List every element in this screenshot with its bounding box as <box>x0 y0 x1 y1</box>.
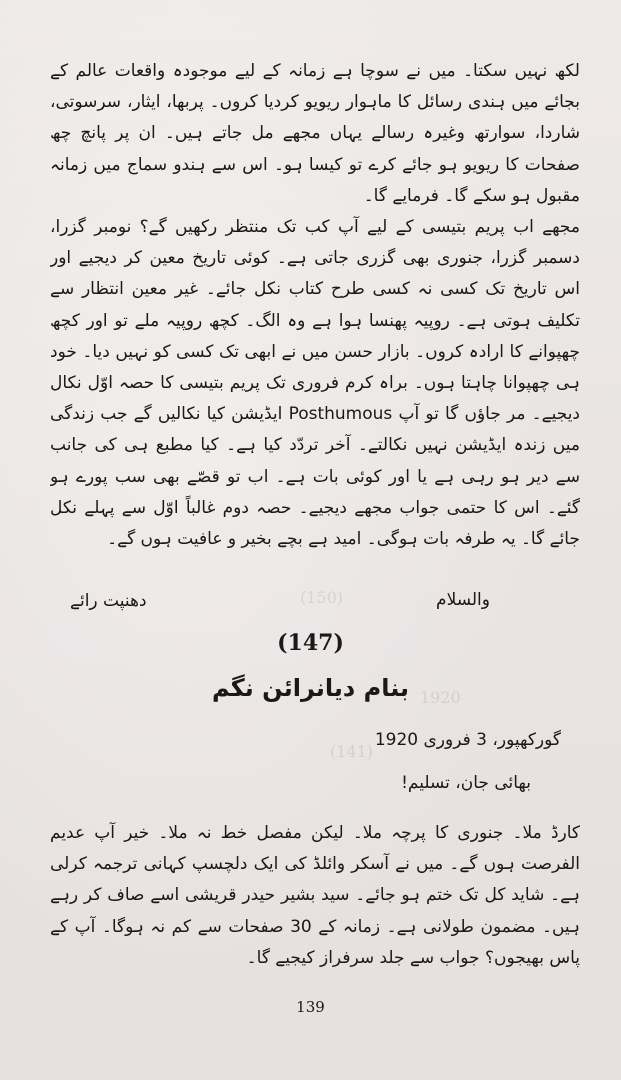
letter-greeting: بھائی جان، تسلیم! <box>401 773 531 793</box>
show-through-text: (141) <box>330 742 374 761</box>
signature: دھنپت رائے <box>70 591 147 611</box>
show-through-text: (150) <box>300 588 344 607</box>
show-through-text: 1920 <box>420 688 461 707</box>
letter-number: (147) <box>277 630 344 656</box>
letter-heading: بنام دیانرائن نگم <box>211 674 410 702</box>
letter-date-line: گورکھپور، 3 فروری 1920 <box>374 730 561 750</box>
signoff-row <box>70 590 490 618</box>
letter-paragraph-2: مجھے اب پریم بتیسی کے لیے آپ کب تک منتظر رکھیں گے؟ نومبر گزرا، دسمبر گزرا، جنوری بھی گزری جاتی ہے۔ کوئی تاریخ معین کر دیجیے اور اس تاریخ تک کسی نہ کسی طرح کتاب نکل جائے۔ غیر معین انتظار سے تکلیف ہوتی ہے۔ روپیہ پھنسا ہوا ہے وہ الگ۔ کچھ روپیہ ملے تو اور کچھ چھپوانے کا ارادہ کروں۔ بازار حسن میں نے ابھی تک کسی کو نہیں دیا۔ خود ہی چھپوانا چاہتا ہوں۔ براہ کرم فروری تک پریم بتیسی کا حصہ اوّل نکال دیجیے۔ مر جاؤں گا تو آپ Posthumous ایڈیشن کیا نکالیں گے جب زندگی میں زندہ ایڈیشن نہیں نکالتے۔ آخر تردّد کیا ہے۔ کیا مطبع ہی کی جانب سے دیر ہو رہی ہے یا اور کوئی بات ہے۔ اب تو قصّے بھی سب پورے ہو گئے۔ اس کا حتمی جواب مجھے دیجیے۔ حصہ دوم غالباً اوّل سے پہلے نکل جائے گا۔ یہ طرفہ بات ہوگی۔ امید ہے بچے بخیر و عافیت ہوں گے۔ <box>50 217 580 550</box>
closing-salutation: والسلام <box>436 590 490 610</box>
letter-paragraph-1: لکھ نہیں سکتا۔ میں نے سوچا ہے زمانہ کے لیے موجودہ واقعات عالم کے بجائے میں ہندی رسائل کا ماہوار ریویو کردیا کروں۔ پربھا، ایثار، سرسوتی، شاردا، سوارتھ وغیرہ رسالے یہاں مجھے مل جاتے ہیں۔ ان پر پانچ چھ صفحات کا ریویو ہو جائے کرے تو کیسا ہو۔ اس سے ہندو سماج میں زمانہ مقبول ہو سکے گا۔ فرمایے گا۔ <box>50 61 580 206</box>
letter-body: کارڈ ملا۔ جنوری کا پرچہ ملا۔ لیکن مفصل خط نہ ملا۔ خیر آپ عدیم الفرصت ہوں گے۔ میں نے آسکر وائلڈ کی ایک دلچسپ کہانی ترجمہ کرلی ہے۔ شاید کل تک ختم ہو جائے۔ سید بشیر حیدر قریشی اسے صاف کر رہے ہیں۔ مضمون طولانی ہے۔ زمانہ کے 30 صفحات سے کم نہ ہوگا۔ آپ کے پاس بھیجوں؟ جواب سے جلد سرفراز کیجیے گا۔ <box>50 823 580 968</box>
page-number: 139 <box>296 998 325 1016</box>
